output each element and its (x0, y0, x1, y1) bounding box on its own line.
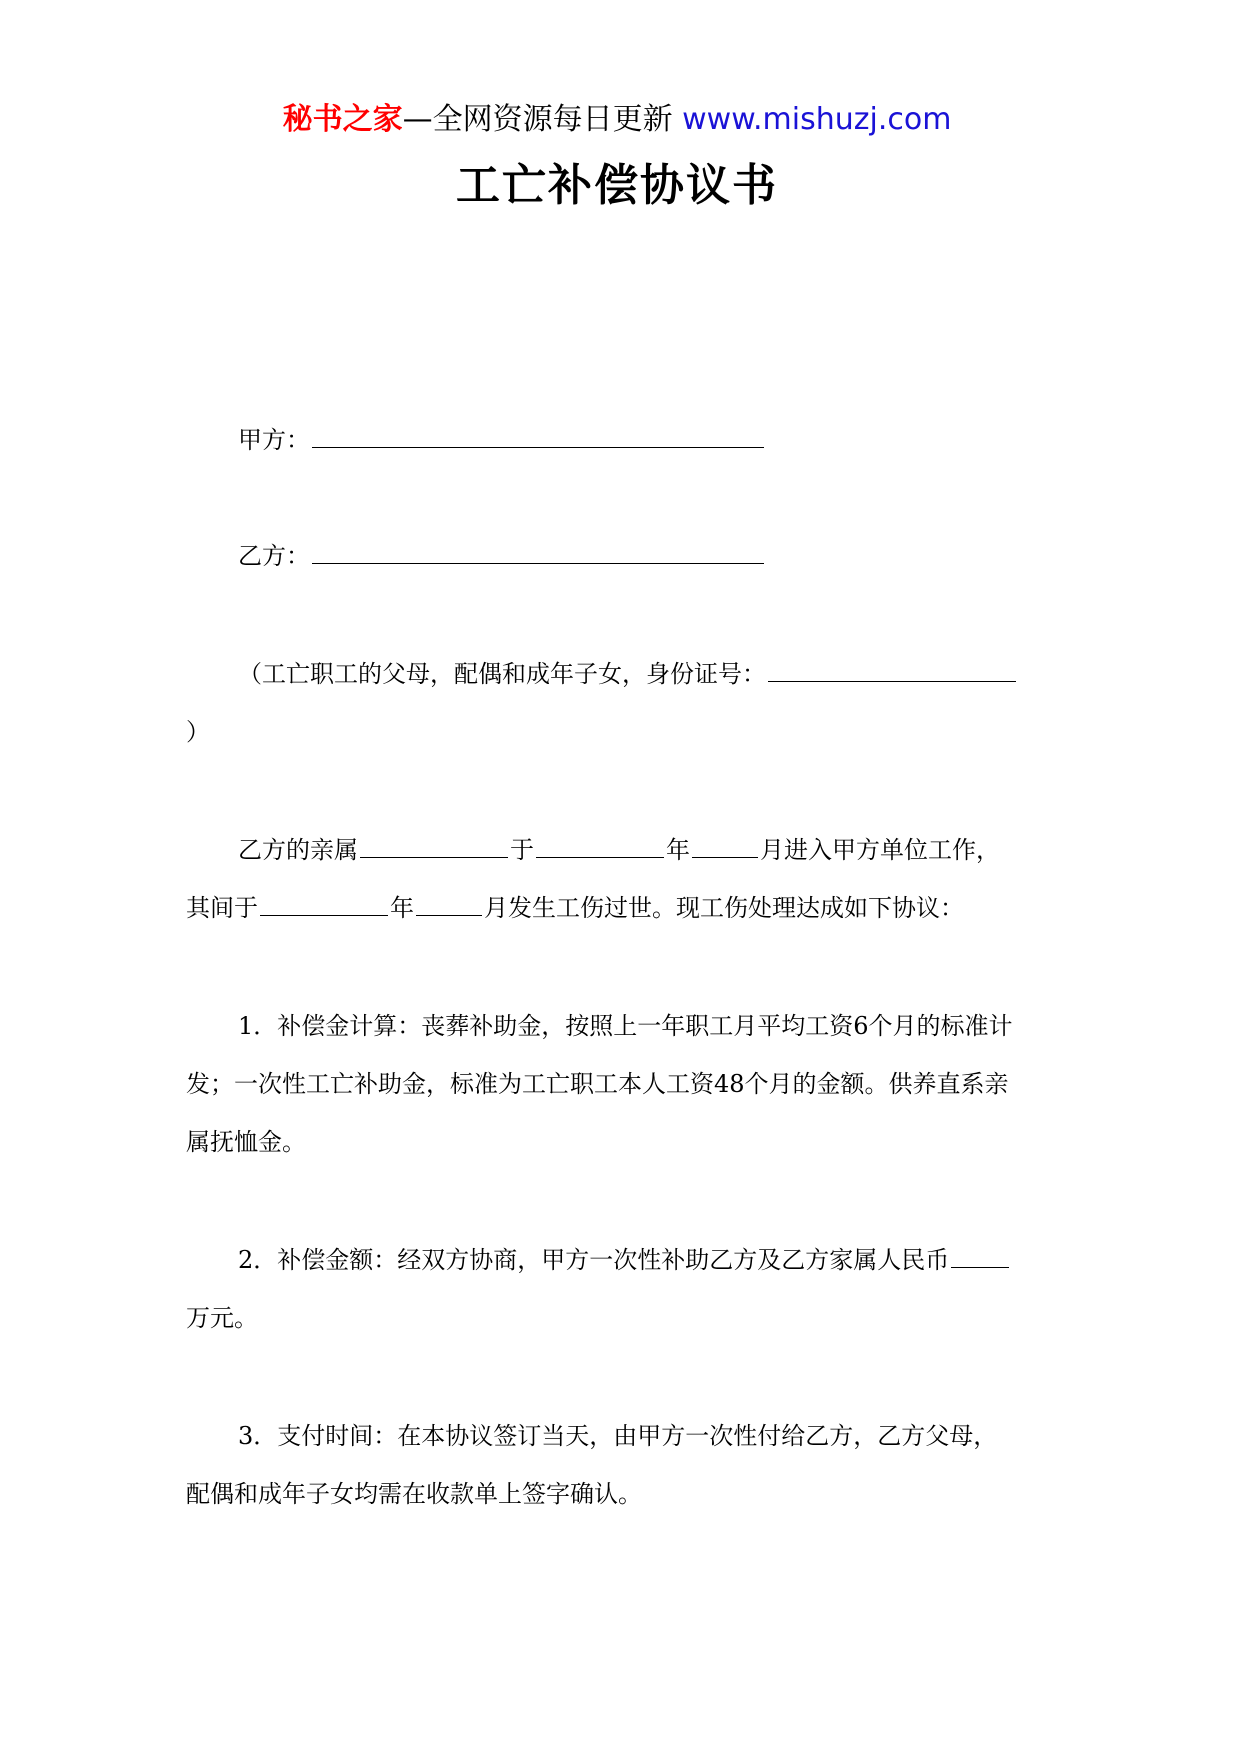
brand-name: 秘书之家 (282, 102, 403, 137)
start-month-blank (692, 833, 758, 858)
site-url-link[interactable]: www.mishuzj.com (682, 102, 952, 137)
clause-2-line-2: 万元。 (186, 1304, 258, 1332)
party-b-line (238, 539, 766, 573)
relative-name-blank (360, 833, 508, 858)
clause-1-line-1: 1．补偿金计算：丧葬补助金，按照上一年职工月平均工资6个月的标准计 (238, 1012, 1013, 1040)
document-title: 工亡补偿协议书 (456, 160, 778, 211)
intro-text-relative: 乙方的亲属 (238, 836, 358, 864)
clause-2-text: 2．补偿金额：经双方协商，甲方一次性补助乙方及乙方家属人民币 (238, 1246, 950, 1274)
death-year-blank (260, 891, 388, 916)
relatives-note-suffix: ） (186, 718, 210, 746)
intro-text-at: 于 (510, 836, 534, 864)
amount-blank (951, 1243, 1009, 1268)
intro-text-during: 其间于 (186, 894, 258, 922)
site-header (0, 100, 1234, 140)
party-a-blank (312, 423, 764, 448)
clause-1-line-3: 属抚恤金。 (186, 1128, 306, 1156)
clause-2-line-1 (238, 1243, 1011, 1277)
start-year-blank (536, 833, 664, 858)
relatives-note-close (186, 715, 210, 749)
site-tagline: —全网资源每日更新 (402, 102, 673, 137)
clause-3-line-2: 配偶和成年子女均需在收款单上签字确认。 (186, 1480, 642, 1508)
relatives-note-line (238, 657, 1018, 691)
party-b-label: 乙方： (238, 542, 310, 570)
clause-1-line-2: 发；一次性工亡补助金，标准为工亡职工本人工资48个月的金额。供养直系亲 (186, 1070, 1009, 1098)
intro-text-agreement: 月发生工伤过世。现工伤处理达成如下协议： (484, 894, 964, 922)
intro-text-joined: 月进入甲方单位工作， (760, 836, 1000, 864)
intro-text-year-2: 年 (390, 894, 414, 922)
clause-3-line-1: 3．支付时间：在本协议签订当天，由甲方一次性付给乙方，乙方父母， (238, 1422, 998, 1450)
intro-line-1 (238, 833, 1000, 867)
party-a-label: 甲方： (238, 426, 310, 454)
death-month-blank (416, 891, 482, 916)
id-number-blank (768, 657, 1016, 682)
intro-line-2 (186, 891, 964, 925)
party-a-line (238, 423, 766, 457)
intro-text-year: 年 (666, 836, 690, 864)
party-b-blank (312, 539, 764, 564)
relatives-note-text: （工亡职工的父母，配偶和成年子女，身份证号： (238, 660, 766, 688)
